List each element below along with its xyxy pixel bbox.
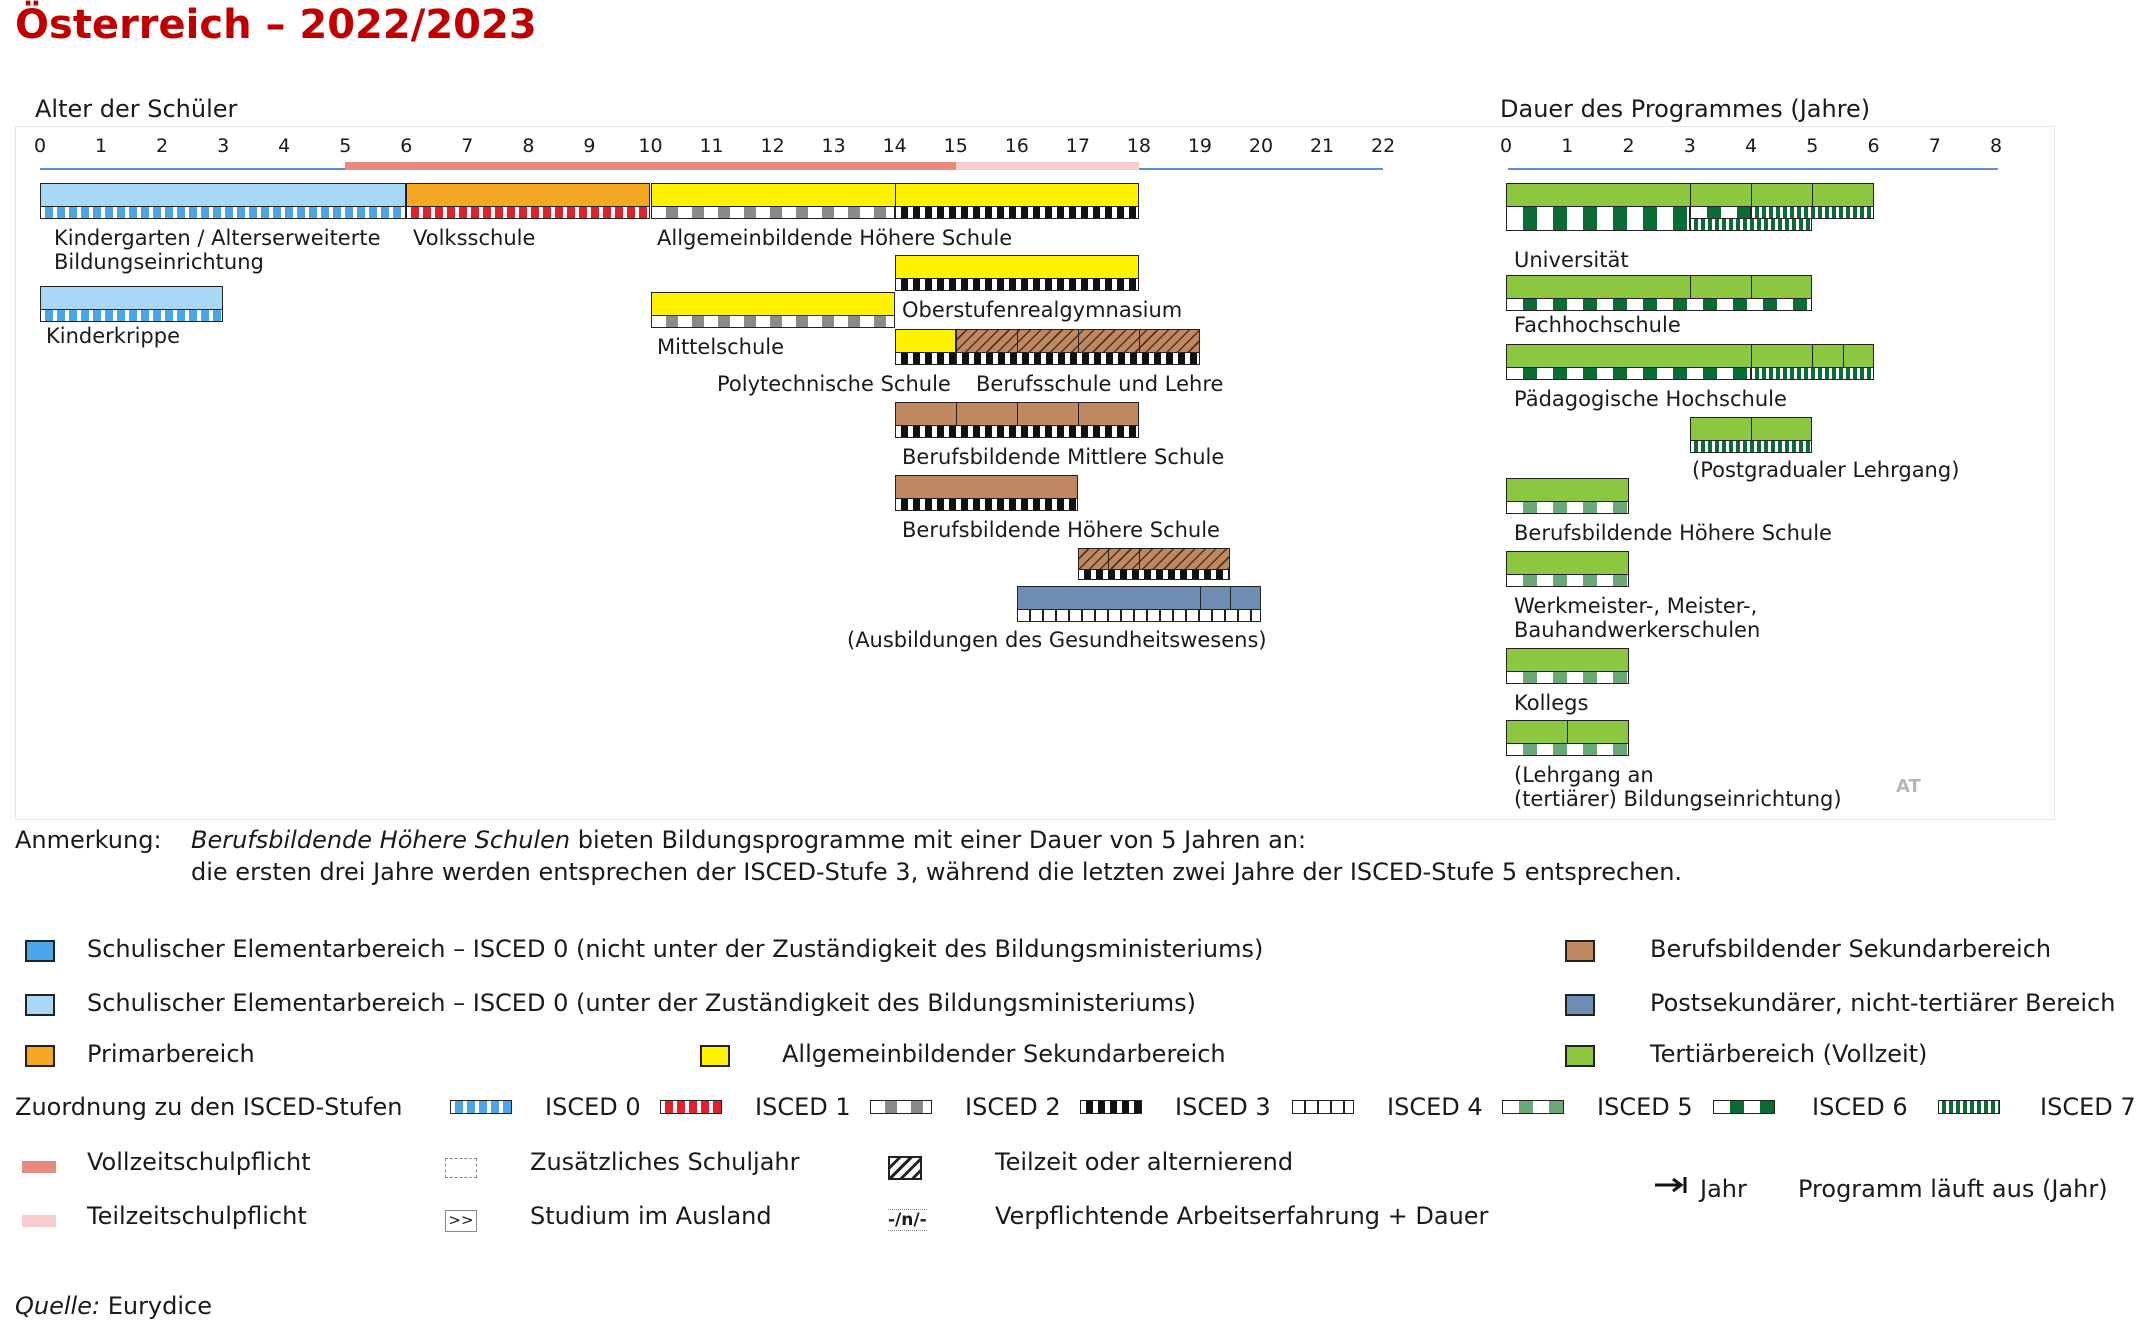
prog-ph-sep-1 xyxy=(1812,344,1813,368)
age-tick-12: 12 xyxy=(760,135,785,157)
prog-mittelschule xyxy=(651,292,895,328)
prog-fh xyxy=(1506,275,1812,311)
prog-uni-isced-6 xyxy=(1506,207,1690,231)
prog-ph-isced-0 xyxy=(1506,368,1751,380)
duration-tick-5: 5 xyxy=(1806,135,1819,157)
duration-tick-7: 7 xyxy=(1928,135,1941,157)
legend-swatch-extra-year xyxy=(445,1158,477,1178)
legend-jahr: Jahr xyxy=(1700,1175,1747,1203)
age-tick-18: 18 xyxy=(1126,135,1151,157)
legend-isced-2: ISCED 2 xyxy=(965,1093,1061,1121)
page-title: Österreich – 2022/2023 xyxy=(15,2,537,48)
prog-ph-fill xyxy=(1506,344,1874,368)
label-uni: Universität xyxy=(1514,248,1629,272)
legend-teilzeit: Teilzeit oder alternierend xyxy=(995,1148,1294,1176)
age-tick-16: 16 xyxy=(1004,135,1029,157)
legend-isced-3: ISCED 3 xyxy=(1175,1093,1271,1121)
prog-poly-isced-0 xyxy=(895,353,956,365)
age-tick-5: 5 xyxy=(339,135,352,157)
age-tick-15: 15 xyxy=(943,135,968,157)
prog-werkmeister-isced-0 xyxy=(1506,575,1629,587)
prog-kinderkrippe-fill xyxy=(40,286,223,310)
legend-swatch-tertiary xyxy=(1565,1045,1595,1067)
label-gesundheit: (Ausbildungen des Gesundheitswesens) xyxy=(847,628,1267,652)
label-kindergarten-2: Bildungseinrichtung xyxy=(54,250,264,274)
country-code: AT xyxy=(1896,776,1921,797)
prog-ahs-isced-1 xyxy=(895,207,1139,219)
legend-fulltime: Vollzeitschulpflicht xyxy=(87,1148,311,1176)
prog-gesundheit-vocational-sep-0 xyxy=(1108,548,1109,570)
duration-tick-0: 0 xyxy=(1499,135,1513,157)
prog-bms xyxy=(895,402,1139,438)
age-tick-9: 9 xyxy=(583,135,596,157)
prog-bms-sep-0 xyxy=(956,402,957,426)
prog-ahs-isced-0 xyxy=(651,207,895,219)
prog-fh-isced-0 xyxy=(1506,299,1812,311)
legend-primary: Primarbereich xyxy=(87,1040,255,1068)
prog-gesundheit-vocational-sep-1 xyxy=(1139,548,1140,570)
duration-axis-title: Dauer des Programmes (Jahre) xyxy=(1500,95,1871,123)
duration-tick-4: 4 xyxy=(1744,135,1758,157)
label-kinderkrippe: Kinderkrippe xyxy=(46,324,181,348)
prog-kinderkrippe xyxy=(40,286,223,322)
age-tick-0: 0 xyxy=(33,135,47,157)
prog-ph-isced-1 xyxy=(1751,368,1874,380)
legend-vocational-secondary: Berufsbildender Sekundarbereich xyxy=(1650,935,2052,963)
duration-tick-6: 6 xyxy=(1867,135,1880,157)
duration-axis-line xyxy=(1508,168,1998,170)
legend-postsecondary: Postsekundärer, nicht-tertiärer Bereich xyxy=(1650,989,2116,1017)
legend-isced-4-swatch xyxy=(1292,1100,1354,1114)
legend-arrow-icon xyxy=(1654,1175,1688,1195)
legend-preprimary-ministry: Schulischer Elementarbereich – ISCED 0 (unter der Zuständigkeit des Bildungsministeriums) xyxy=(87,989,1196,1017)
prog-uni-isced-7b xyxy=(1690,219,1813,231)
age-tick-20: 20 xyxy=(1248,135,1274,157)
prog-kollegs-isced-0 xyxy=(1506,672,1629,684)
age-tick-1: 1 xyxy=(95,135,108,157)
prog-fh-sep-1 xyxy=(1751,275,1752,299)
label-bms: Berufsbildende Mittlere Schule xyxy=(902,445,1225,469)
prog-bhs-tertiary xyxy=(1506,478,1629,514)
legend-swatch-vocational-secondary xyxy=(1565,940,1595,962)
prog-ahs xyxy=(651,183,1139,219)
prog-gesundheit-vocational-fill xyxy=(1078,548,1231,570)
prog-kollegs-fill xyxy=(1506,648,1629,672)
legend-isced-1: ISCED 1 xyxy=(755,1093,851,1121)
label-kindergarten-1: Kindergarten / Alterserweiterte xyxy=(54,226,381,250)
note-line-1-rest: bieten Bildungsprogramme mit einer Dauer von 5 Jahren an: xyxy=(570,826,1307,854)
legend-abroad: Studium im Ausland xyxy=(530,1202,772,1230)
prog-postgrad-isced-0 xyxy=(1690,441,1813,453)
prog-postgrad-sep-0 xyxy=(1751,417,1752,441)
prog-bhs-tertiary-fill xyxy=(1506,478,1629,502)
legend-swatch-fulltime xyxy=(22,1161,56,1173)
prog-bhs-tertiary-isced-0 xyxy=(1506,502,1629,514)
prog-poly xyxy=(895,329,956,365)
legend-swatch-general-secondary xyxy=(700,1045,730,1067)
prog-ahs-sep-0 xyxy=(895,183,896,207)
prog-uni xyxy=(1506,183,1874,231)
prog-gesundheit-postsecondary-fill xyxy=(1017,586,1261,610)
legend-isced-title: Zuordnung zu den ISCED-Stufen xyxy=(15,1093,403,1121)
legend-abroad-icon: >> xyxy=(445,1210,477,1232)
age-tick-2: 2 xyxy=(156,135,169,157)
legend-work-exp-icon: -/n/- xyxy=(888,1210,927,1230)
age-tick-10: 10 xyxy=(638,135,663,157)
source-text: Eurydice xyxy=(100,1292,212,1320)
legend-phasing-out: Programm läuft aus (Jahr) xyxy=(1798,1175,2108,1203)
legend-isced-2-swatch xyxy=(870,1100,932,1114)
age-tick-11: 11 xyxy=(699,135,724,157)
legend-isced-4: ISCED 4 xyxy=(1387,1093,1483,1121)
age-tick-6: 6 xyxy=(400,135,413,157)
label-ahs: Allgemeinbildende Höhere Schule xyxy=(657,226,1013,250)
prog-mittelschule-isced-0 xyxy=(651,316,895,328)
age-tick-21: 21 xyxy=(1309,135,1335,157)
prog-gesundheit-postsecondary-sep-1 xyxy=(1230,586,1231,610)
legend-swatch-postsecondary xyxy=(1565,994,1595,1016)
legend-swatch-preprimary-ministry xyxy=(25,994,55,1016)
duration-tick-8: 8 xyxy=(1989,135,2003,157)
label-bhs-tertiary: Berufsbildende Höhere Schule xyxy=(1514,521,1832,545)
label-ph: Pädagogische Hochschule xyxy=(1514,387,1787,411)
prog-uni-sep-2 xyxy=(1812,183,1813,207)
note-line-2: die ersten drei Jahre werden entsprechen der ISCED-Stufe 3, während die letzten zwei Jahre der ISCED-Stufe 5 entsprechen. xyxy=(191,858,1683,886)
prog-org-isced-0 xyxy=(895,279,1139,291)
label-lehrgang-2: (tertiärer) Bildungseinrichtung) xyxy=(1514,787,1842,811)
prog-berufsschule-sep-2 xyxy=(1139,329,1140,353)
prog-gesundheit-vocational-isced-0 xyxy=(1078,570,1231,580)
label-mittelschule: Mittelschule xyxy=(657,335,785,359)
prog-ph-sep-0 xyxy=(1751,344,1752,368)
legend-swatch-primary xyxy=(25,1045,55,1067)
note-prefix: Anmerkung: xyxy=(15,826,162,854)
legend-extra-year: Zusätzliches Schuljahr xyxy=(530,1148,800,1176)
legend-isced-6: ISCED 6 xyxy=(1812,1093,1908,1121)
legend-isced-7: ISCED 7 xyxy=(2040,1093,2136,1121)
legend-isced-0-swatch xyxy=(450,1100,512,1114)
prog-ph-sep-2 xyxy=(1843,344,1844,368)
prog-kollegs xyxy=(1506,648,1629,684)
prog-uni-sep-0 xyxy=(1690,183,1691,207)
legend-isced-1-swatch xyxy=(660,1100,722,1114)
age-axis-title: Alter der Schüler xyxy=(35,95,238,123)
prog-berufsschule-isced-0 xyxy=(956,353,1200,365)
prog-kindergarten-fill xyxy=(40,183,406,207)
age-tick-3: 3 xyxy=(217,135,230,157)
age-tick-4: 4 xyxy=(278,135,291,157)
prog-fh-sep-0 xyxy=(1690,275,1691,299)
label-poly: Polytechnische Schule xyxy=(717,372,951,396)
prog-postgrad xyxy=(1690,417,1813,453)
prog-uni-sep-1 xyxy=(1751,183,1752,207)
prog-bms-isced-0 xyxy=(895,426,1139,438)
duration-tick-3: 3 xyxy=(1683,135,1696,157)
label-werkmeister-1: Werkmeister-, Meister-, xyxy=(1514,594,1758,618)
prog-berufsschule-sep-0 xyxy=(1017,329,1018,353)
prog-berufsschule xyxy=(956,329,1200,365)
prog-ph xyxy=(1506,344,1874,380)
label-berufsschule: Berufsschule und Lehre xyxy=(976,372,1224,396)
prog-mittelschule-fill xyxy=(651,292,895,316)
fulltime-compulsory-bar xyxy=(345,162,956,170)
legend-isced-7-swatch xyxy=(1938,1100,2000,1114)
label-fh: Fachhochschule xyxy=(1514,313,1681,337)
legend-swatch-teilzeit xyxy=(888,1156,922,1180)
label-volksschule: Volksschule xyxy=(413,226,536,250)
prog-uni-isced-7 xyxy=(1751,207,1874,219)
note-line-1 xyxy=(191,826,1306,854)
prog-werkmeister-fill xyxy=(1506,551,1629,575)
legend-swatch-parttime xyxy=(22,1215,56,1227)
parttime-compulsory-bar xyxy=(956,162,1139,170)
prog-volksschule-isced-0 xyxy=(406,207,650,219)
legend-isced-6-swatch xyxy=(1713,1100,1775,1114)
label-org: Oberstufenrealgymnasium xyxy=(902,298,1183,322)
prog-werkmeister xyxy=(1506,551,1629,587)
prog-bhs-fill xyxy=(895,475,1078,499)
legend-tertiary: Tertiärbereich (Vollzeit) xyxy=(1650,1040,1928,1068)
age-tick-22: 22 xyxy=(1371,135,1396,157)
label-bhs: Berufsbildende Höhere Schule xyxy=(902,518,1220,542)
prog-kindergarten-isced-0 xyxy=(40,207,406,219)
prog-volksschule xyxy=(406,183,650,219)
label-werkmeister-2: Bauhandwerkerschulen xyxy=(1514,618,1761,642)
prog-bms-sep-1 xyxy=(1017,402,1018,426)
prog-gesundheit-postsecondary xyxy=(1017,586,1261,622)
prog-volksschule-fill xyxy=(406,183,650,207)
prog-org xyxy=(895,255,1139,291)
age-tick-17: 17 xyxy=(1065,135,1090,157)
legend-parttime: Teilzeitschulpflicht xyxy=(87,1202,307,1230)
prog-org-fill xyxy=(895,255,1139,279)
prog-lehrgang-sep-0 xyxy=(1567,720,1568,744)
age-tick-13: 13 xyxy=(821,135,846,157)
legend-isced-5-swatch xyxy=(1502,1100,1564,1114)
legend-work-exp: Verpflichtende Arbeitserfahrung + Dauer xyxy=(995,1202,1489,1230)
duration-tick-1: 1 xyxy=(1561,135,1574,157)
legend-isced-0: ISCED 0 xyxy=(545,1093,641,1121)
age-tick-7: 7 xyxy=(461,135,474,157)
legend-general-secondary: Allgemeinbildender Sekundarbereich xyxy=(782,1040,1226,1068)
prog-poly-fill xyxy=(895,329,956,353)
legend-isced-5: ISCED 5 xyxy=(1597,1093,1693,1121)
note-italic: Berufsbildende Höhere Schulen xyxy=(191,826,571,854)
prog-uni-isced-6b xyxy=(1690,207,1751,219)
label-postgrad: (Postgradualer Lehrgang) xyxy=(1692,458,1960,482)
prog-gesundheit-postsecondary-isced-0 xyxy=(1017,610,1261,622)
source xyxy=(15,1292,212,1320)
prog-lehrgang xyxy=(1506,720,1629,756)
prog-kinderkrippe-isced-0 xyxy=(40,310,223,322)
prog-gesundheit-vocational xyxy=(1078,548,1231,580)
age-tick-19: 19 xyxy=(1187,135,1213,157)
prog-berufsschule-sep-1 xyxy=(1078,329,1079,353)
prog-bhs-isced-0 xyxy=(895,499,1078,511)
label-lehrgang-1: (Lehrgang an xyxy=(1514,763,1654,787)
prog-lehrgang-isced-0 xyxy=(1506,744,1629,756)
age-tick-14: 14 xyxy=(882,135,907,157)
prog-fh-fill xyxy=(1506,275,1812,299)
source-prefix: Quelle: xyxy=(15,1292,101,1320)
prog-bhs xyxy=(895,475,1078,511)
prog-gesundheit-postsecondary-sep-0 xyxy=(1200,586,1201,610)
age-tick-8: 8 xyxy=(522,135,535,157)
legend-isced-3-swatch xyxy=(1080,1100,1142,1114)
legend-preprimary-other: Schulischer Elementarbereich – ISCED 0 (nicht unter der Zuständigkeit des Bildungsministeriums) xyxy=(87,935,1264,963)
duration-tick-2: 2 xyxy=(1622,135,1635,157)
prog-kindergarten xyxy=(40,183,406,219)
label-kollegs: Kollegs xyxy=(1514,691,1589,715)
prog-bms-sep-2 xyxy=(1078,402,1079,426)
legend-swatch-preprimary-other xyxy=(25,940,55,962)
